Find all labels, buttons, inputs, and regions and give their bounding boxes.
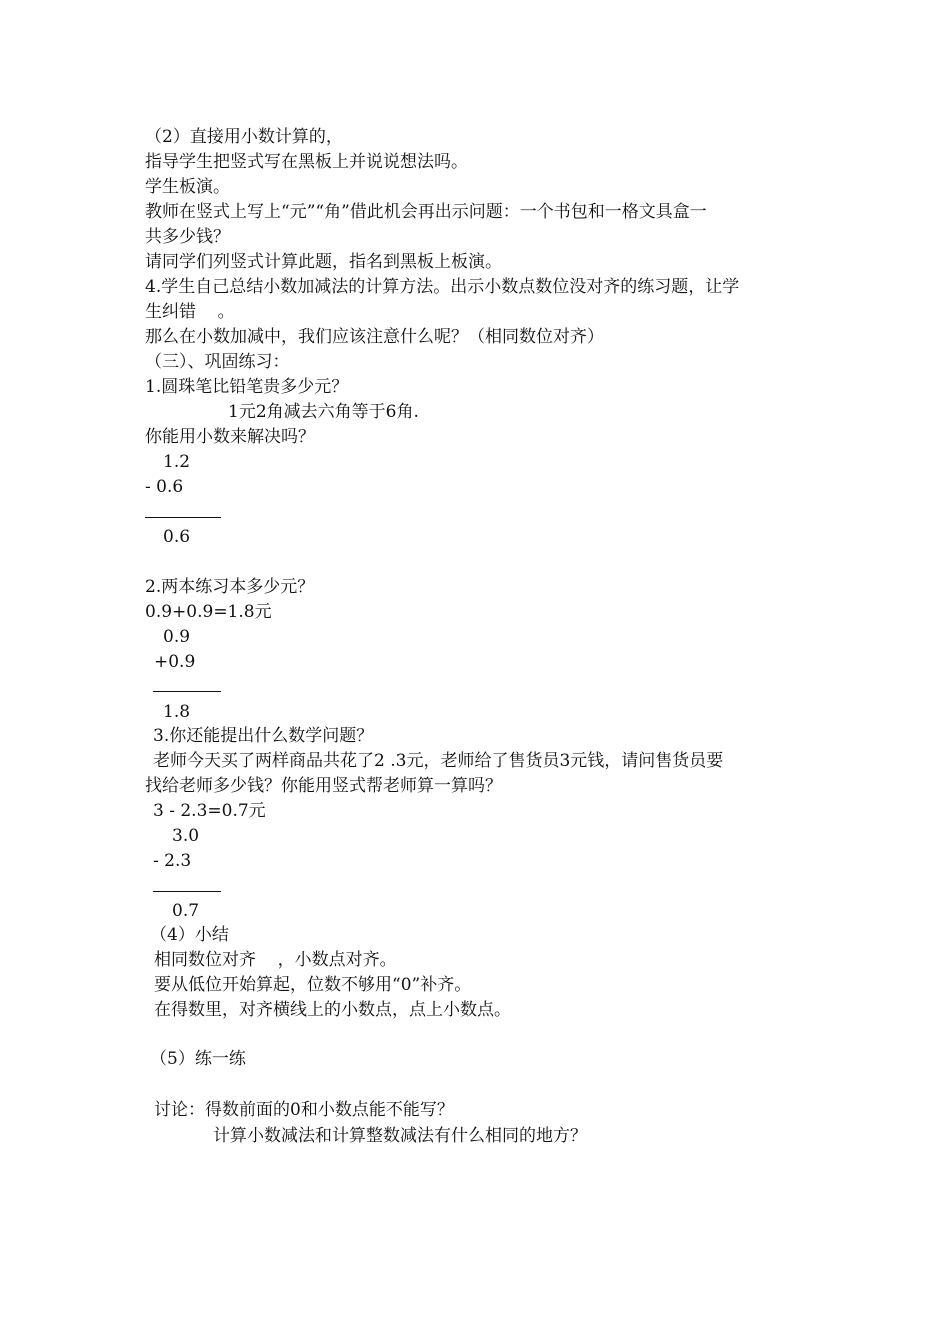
vertical-calc-operand: 3.0 <box>172 826 200 846</box>
text-line: 4.学生自己总结小数加减法的计算方法。出示小数点数位没对齐的练习题，让学 <box>145 277 740 297</box>
text-line: 教师在竖式上写上“元”“角”借此机会再出示问题：一个书包和一格文具盒一 <box>145 202 707 222</box>
section-heading: （5）练一练 <box>150 1049 246 1069</box>
text-line: 那么在小数加减中，我们应该注意什么呢？（相同数位对齐） <box>145 327 604 347</box>
vertical-calc-result: 1.8 <box>163 702 191 722</box>
vertical-calc-result: 0.7 <box>172 901 200 921</box>
question-text: 2.两本练习本多少元？ <box>145 577 315 597</box>
text-line: 学生板演。 <box>145 177 230 197</box>
question-text: 3.你还能提出什么数学问题？ <box>153 726 374 746</box>
equation: 3 - 2.3=0.7元 <box>153 801 266 821</box>
text-line: 指导学生把竖式写在黑板上并说说想法吗。 <box>145 152 468 172</box>
vertical-calc-operand: 1.2 <box>163 452 191 472</box>
section-heading: （三）、巩固练习： <box>145 352 290 372</box>
vertical-calc-operand: 0.9 <box>163 627 191 647</box>
vertical-calc-operand: +0.9 <box>154 652 196 672</box>
text-line: 1元2角减去六角等于6角. <box>228 402 419 422</box>
vertical-calc-operand: - 0.6 <box>145 477 184 497</box>
question-text: 1.圆珠笔比铅笔贵多少元？ <box>145 377 349 397</box>
summary-point: 要从低位开始算起，位数不够用“0”补齐。 <box>154 975 472 995</box>
summary-point: 在得数里，对齐横线上的小数点，点上小数点。 <box>154 1000 511 1020</box>
equation: 0.9+0.9=1.8元 <box>145 602 272 622</box>
text-line: 请同学们列竖式计算此题，指名到黑板上板演。 <box>145 252 502 272</box>
discussion-question: 讨论：得数前面的0和小数点能不能写？ <box>154 1100 454 1120</box>
section-heading: （4）小结 <box>150 925 229 945</box>
summary-point: 相同数位对齐 ，小数点对齐。 <box>154 950 397 970</box>
discussion-question: 计算小数减法和计算整数减法有什么相同的地方？ <box>213 1126 587 1146</box>
calc-underline <box>145 517 221 518</box>
vertical-calc-operand: - 2.3 <box>153 851 192 871</box>
text-line: 老师今天买了两样商品共花了2 .3元，老师给了售货员3元钱，请问售货员要 <box>153 751 724 771</box>
vertical-calc-result: 0.6 <box>163 527 191 547</box>
text-line: 你能用小数来解决吗？ <box>145 427 315 447</box>
text-line: 找给老师多少钱？你能用竖式帮老师算一算吗？ <box>145 776 502 796</box>
text-line: 共多少钱？ <box>145 227 230 247</box>
calc-underline <box>153 691 221 692</box>
text-line: 生纠错 。 <box>145 302 235 322</box>
calc-underline <box>153 891 221 892</box>
text-line: （2）直接用小数计算的， <box>145 127 343 147</box>
